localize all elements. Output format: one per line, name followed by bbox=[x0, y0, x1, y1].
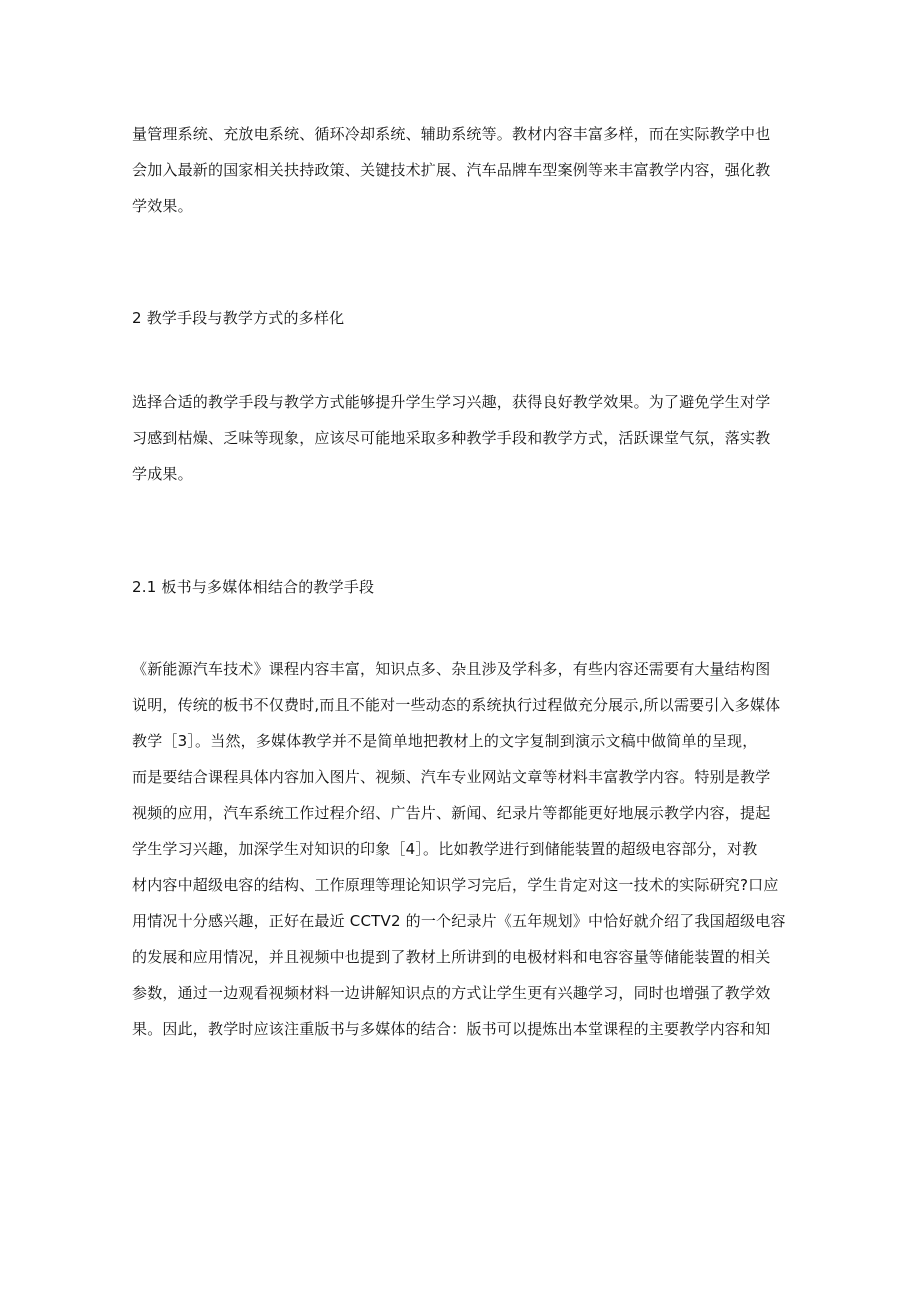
section-heading-2-1 bbox=[132, 569, 792, 605]
paragraph-1 bbox=[132, 116, 792, 224]
text-line: 的发展和应用情况，并且视频中也提到了教材上所讲到的电极材料和电容容量等储能装置的相关 bbox=[132, 948, 771, 966]
heading-text: 2 教学手段与教学方式的多样化 bbox=[132, 309, 345, 327]
text-line: 材内容中超级电容的结构、工作原理等理论知识学习完后，学生肯定对这一技术的实际研究?口应 bbox=[132, 876, 779, 894]
text-line: 教学［3］。当然，多媒体教学并不是简单地把教材上的文字复制到演示文稿中做简单的呈现， bbox=[132, 732, 758, 750]
text-line: 而是要结合课程具体内容加入图片、视频、汽车专业网站文章等材料丰富教学内容。特别是教学 bbox=[132, 768, 771, 786]
text-line: 参数，通过一边观看视频材料一边讲解知识点的方式让学生更有兴趣学习，同时也增强了教学效 bbox=[132, 984, 771, 1002]
text-line: 说明，传统的板书不仅费时,而且不能对一些动态的系统执行过程做充分展示,所以需要引入多媒体 bbox=[132, 696, 781, 714]
text-line: 学效果。 bbox=[132, 197, 193, 215]
paragraph-3 bbox=[132, 651, 792, 1047]
text-line: 用情况十分感兴趣，正好在最近 CCTV2 的一个纪录片《五年规划》中恰好就介绍了我国超级电容 bbox=[132, 912, 786, 930]
text-line: 果。因此，教学时应该注重版书与多媒体的结合：版书可以提炼出本堂课程的主要教学内容和知 bbox=[132, 1020, 771, 1038]
section-heading-2 bbox=[132, 300, 792, 336]
paragraph-2 bbox=[132, 384, 792, 492]
text-line: 量管理系统、充放电系统、循环冷却系统、辅助系统等。教材内容丰富多样，而在实际教学中也 bbox=[132, 125, 771, 143]
text-line: 会加入最新的国家相关扶持政策、关键技术扩展、汽车品牌车型案例等来丰富教学内容，强化教 bbox=[132, 161, 771, 179]
heading-text: 2.1 板书与多媒体相结合的教学手段 bbox=[132, 578, 375, 596]
text-line: 习感到枯燥、乏味等现象，应该尽可能地采取多种教学手段和教学方式，活跃课堂气氛，落实教 bbox=[132, 429, 771, 447]
text-line: 《新能源汽车技术》课程内容丰富，知识点多、杂且涉及学科多，有些内容还需要有大量结构图 bbox=[132, 660, 771, 678]
text-line: 学生学习兴趣，加深学生对知识的印象［4］。比如教学进行到储能装置的超级电容部分，对教 bbox=[132, 840, 758, 858]
text-line: 选择合适的教学手段与教学方式能够提升学生学习兴趣，获得良好教学效果。为了避免学生对学 bbox=[132, 393, 771, 411]
text-line: 视频的应用，汽车系统工作过程介绍、广告片、新闻、纪录片等都能更好地展示教学内容，提起 bbox=[132, 804, 771, 822]
text-line: 学成果。 bbox=[132, 465, 193, 483]
